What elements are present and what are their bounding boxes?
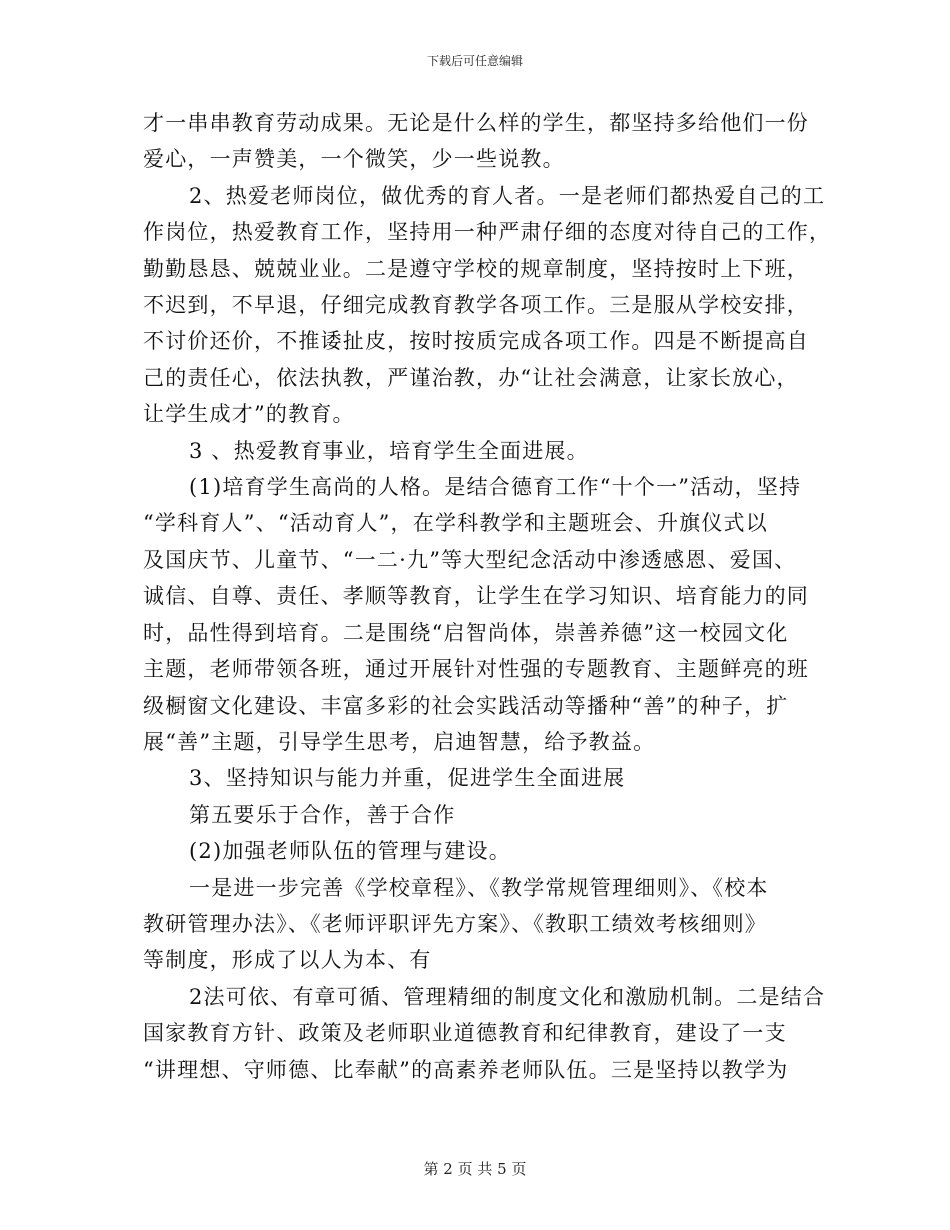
text-line: 国家教育方针、政策及老师职业道德教育和纪律教育，建设了一支 [143, 1021, 787, 1046]
text-line: 诚信、自尊、责任、孝顺等教育，让学生在学习知识、培育能力的同 [143, 584, 809, 609]
text-line: 展“善”主题，引导学生思考，启迪智慧，给予教益。 [143, 729, 656, 754]
text-line: (1)培育学生高尚的人格。是结合德育工作“十个一”活动，坚持 [189, 475, 802, 500]
text-line: 教研管理办法》、《老师评职评先方案》、《教职工绩效考核细则》 [143, 911, 767, 936]
text-line: 2法可依、有章可循、管理精细的制度文化和激励机制。二是结合 [189, 984, 826, 1009]
text-line: 才一串串教育劳动成果。无论是什么样的学生，都坚持多给他们一份 [143, 111, 809, 135]
text-line: 3 、热爱教育事业，培育学生全面进展。 [189, 438, 589, 463]
text-line: 3、坚持知识与能力并重，促进学生全面进展 [189, 766, 626, 791]
text-line: 级橱窗文化建设、丰富多彩的社会实践活动等播种“善”的种子，扩 [143, 693, 789, 718]
page-footer: 第 2 页 共 5 页 [423, 1160, 527, 1178]
document-body [143, 105, 832, 1088]
page-header: 下载后可任意编辑 [426, 54, 523, 68]
text-line: 不讨价还价，不推诿扯皮，按时按质完成各项工作。四是不断提高自 [143, 329, 809, 354]
text-line: 让学生成才”的教育。 [143, 402, 355, 427]
text-line: 爱心，一声赞美，一个微笑，少一些说教。 [143, 147, 565, 172]
text-line: “讲理想、守师德、比奉献”的高素养老师队伍。三是坚持以教学为 [143, 1057, 789, 1082]
text-line: 作岗位，热爱教育工作，坚持用一种严肃仔细的态度对待自己的工作， [143, 220, 832, 245]
text-line: 2、热爱老师岗位，做优秀的育人者。一是老师们都热爱自己的工 [189, 183, 826, 208]
text-line: 一是进一步完善《学校章程》、《教学常规管理细则》、《校本 [189, 875, 769, 900]
text-line: 时，品性得到培育。二是围绕“启智尚体，崇善养德”这一校园文化 [143, 620, 789, 645]
text-line: 勤勤恳恳、兢兢业业。二是遵守学校的规章制度，坚持按时上下班， [143, 256, 809, 281]
text-line: 及国庆节、儿童节、“一二·九”等大型纪念活动中渗透感恩、爱国、 [143, 547, 797, 572]
text-line: “学科育人”、“活动育人”，在学科教学和主题班会、升旗仪式以 [143, 511, 768, 536]
text-line: (2)加强老师队伍的管理与建设。 [189, 839, 511, 864]
text-line: 主题，老师带领各班，通过开展针对性强的专题教育、主题鲜亮的班 [143, 657, 809, 682]
text-line: 等制度，形成了以人为本、有 [143, 948, 432, 973]
text-line: 第五要乐于合作，善于合作 [189, 802, 456, 827]
text-line: 不迟到，不早退，仔细完成教育教学各项工作。三是服从学校安排， [143, 293, 809, 318]
text-line: 己的责任心，依法执教，严谨治教，办“让社会满意，让家长放心， [143, 365, 799, 390]
